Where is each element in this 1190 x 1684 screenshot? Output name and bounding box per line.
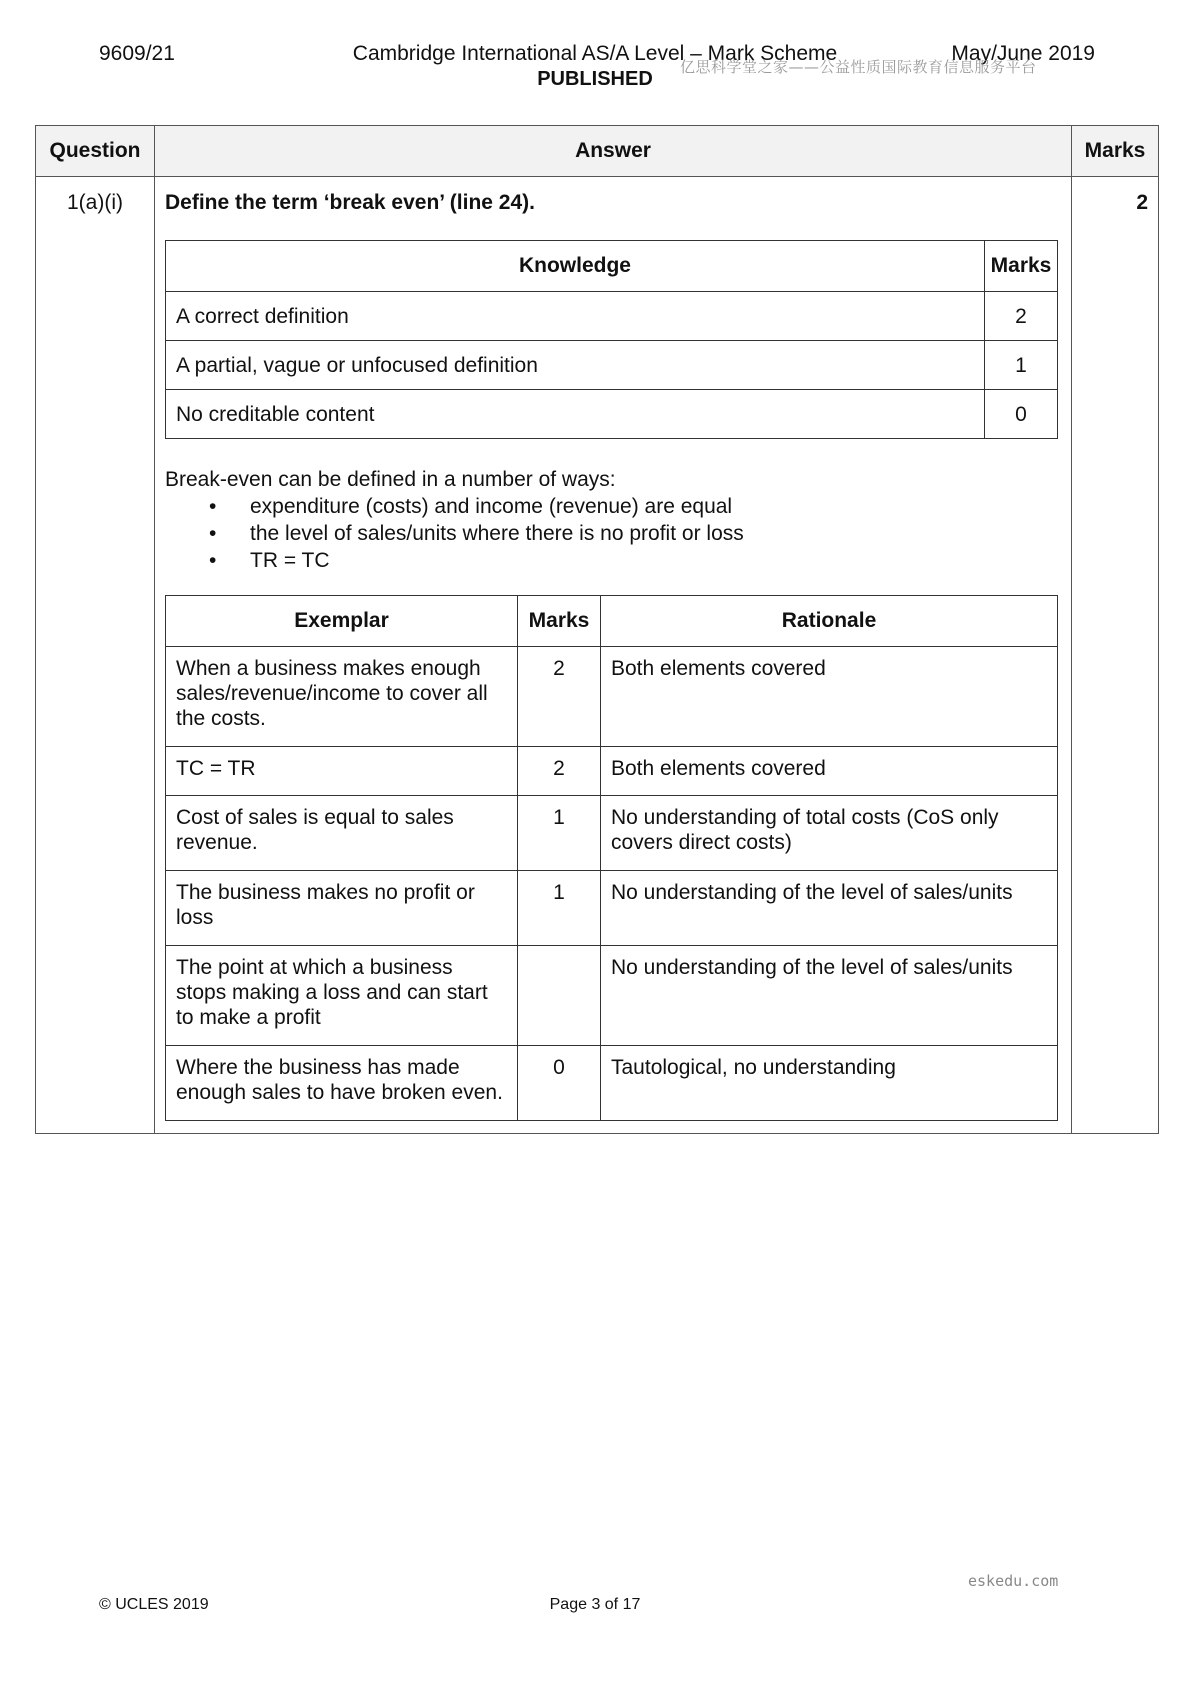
- definition-text: the level of sales/units where there is no profit or loss: [250, 522, 744, 545]
- definition-item: [165, 493, 1058, 520]
- page-number: Page 3 of 17: [549, 1596, 641, 1613]
- question-row: [36, 177, 1159, 1134]
- exemplar-row: [166, 871, 1058, 946]
- exemplar-marks: 0: [518, 1046, 601, 1121]
- exemplar-text: When a business makes enough sales/revenue/income to cover all the costs.: [166, 647, 518, 747]
- exemplar-text: Cost of sales is equal to sales revenue.: [166, 796, 518, 871]
- exemplar-row: [166, 946, 1058, 1046]
- mark-scheme-table: [35, 125, 1159, 1134]
- document-title: Cambridge International AS/A Level – Mark Scheme: [352, 42, 838, 65]
- exam-session: May/June 2019: [951, 42, 1095, 65]
- exemplar-marks: 2: [518, 647, 601, 747]
- exemplar-text: The business makes no profit or loss: [166, 871, 518, 946]
- definition-list: [165, 493, 1058, 574]
- knowledge-column-header: Knowledge: [166, 241, 985, 292]
- exemplar-rationale: No understanding of the level of sales/units: [601, 946, 1058, 1046]
- watermark-text: 亿思科学堂之家——公益性质国际教育信息服务平台: [680, 58, 1037, 76]
- exemplar-column-header: Exemplar: [166, 596, 518, 647]
- rationale-column-header: Rationale: [601, 596, 1058, 647]
- question-number: 1(a)(i): [36, 177, 155, 1134]
- exemplar-rationale: No understanding of total costs (CoS only covers direct costs): [601, 796, 1058, 871]
- exemplar-row: [166, 747, 1058, 796]
- exemplar-marks: 1: [518, 796, 601, 871]
- knowledge-marks: 2: [985, 292, 1058, 341]
- exemplar-rationale: No understanding of the level of sales/units: [601, 871, 1058, 946]
- exemplar-row: [166, 796, 1058, 871]
- definition-item: [165, 520, 1058, 547]
- exemplar-marks: 1: [518, 871, 601, 946]
- knowledge-level: A partial, vague or unfocused definition: [166, 341, 985, 390]
- exemplar-marks: 2: [518, 747, 601, 796]
- knowledge-header-row: [166, 241, 1058, 292]
- published-label: PUBLISHED: [537, 68, 653, 90]
- exemplar-text: Where the business has made enough sales to have broken even.: [166, 1046, 518, 1121]
- marks-column-header: Marks: [1072, 126, 1159, 177]
- exemplar-header-row: [166, 596, 1058, 647]
- exemplar-rationale: Tautological, no understanding: [601, 1046, 1058, 1121]
- answer-column-header: Answer: [155, 126, 1072, 177]
- exemplar-row: [166, 1046, 1058, 1121]
- question-total-marks: 2: [1072, 177, 1159, 1134]
- knowledge-row: [166, 341, 1058, 390]
- knowledge-level: No creditable content: [166, 390, 985, 439]
- paper-code: 9609/21: [99, 42, 175, 65]
- knowledge-marks-column-header: Marks: [985, 241, 1058, 292]
- copyright-notice: © UCLES 2019: [99, 1596, 209, 1613]
- exemplar-row: [166, 647, 1058, 747]
- knowledge-marks: 1: [985, 341, 1058, 390]
- definition-text: expenditure (costs) and income (revenue) are equal: [250, 495, 733, 518]
- site-watermark: eskedu.com: [968, 1572, 1059, 1590]
- definition-item: [165, 547, 1058, 574]
- knowledge-row: [166, 292, 1058, 341]
- bullet-icon: •: [209, 495, 217, 518]
- knowledge-marks: 0: [985, 390, 1058, 439]
- page-number-wrap: [0, 1596, 1190, 1614]
- question-column-header: Question: [36, 126, 155, 177]
- exemplar-marks: [518, 946, 601, 1046]
- knowledge-row: [166, 390, 1058, 439]
- knowledge-table: [165, 240, 1058, 439]
- knowledge-level: A correct definition: [166, 292, 985, 341]
- exemplar-marks-column-header: Marks: [518, 596, 601, 647]
- answer-cell: [155, 177, 1072, 1134]
- bullet-icon: •: [209, 522, 217, 545]
- definition-intro: Break-even can be defined in a number of ways:: [165, 468, 616, 491]
- exemplar-rationale: Both elements covered: [601, 747, 1058, 796]
- question-text: Define the term ‘break even’ (line 24).: [165, 191, 535, 214]
- bullet-icon: •: [209, 549, 217, 572]
- exemplar-rationale: Both elements covered: [601, 647, 1058, 747]
- definition-text: TR = TC: [250, 549, 330, 572]
- exemplar-text: TC = TR: [166, 747, 518, 796]
- exemplar-table: [165, 595, 1058, 1121]
- exemplar-text: The point at which a business stops making a loss and can start to make a profit: [166, 946, 518, 1046]
- mark-scheme-header-row: [36, 126, 1159, 177]
